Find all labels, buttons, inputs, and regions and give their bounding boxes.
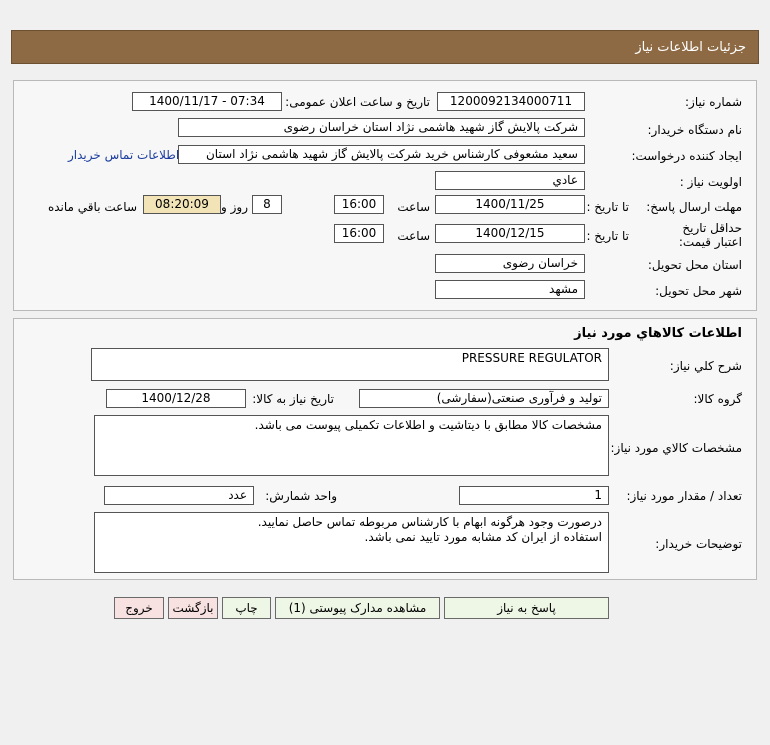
goods-section-title: اطلاعات کالاهاي مورد نياز [574, 326, 742, 341]
buyer-contact-link[interactable]: اطلاعات تماس خریدار [68, 148, 180, 162]
goods-group-label: گروه کالا: [693, 392, 742, 406]
goods-specs-label: مشخصات کالاي مورد نياز: [610, 441, 742, 455]
general-desc-label: شرح کلي نياز: [669, 359, 742, 373]
validity-label: حداقل تاریخ اعتبار قیمت: [678, 221, 742, 249]
exit-button[interactable]: خروج [114, 597, 164, 619]
buyer-notes-field [94, 512, 609, 573]
back-button[interactable]: بازگشت [168, 597, 218, 619]
delivery-city-label: شهر محل تحویل: [655, 284, 742, 298]
unit-field: عدد [104, 486, 254, 505]
need-number-label: شماره نیاز: [685, 95, 742, 109]
buyer-org-field: شرکت پالایش گاز شهید هاشمی نژاد استان خراسان رضوی [178, 118, 585, 137]
goods-specs-field: مشخصات کالا مطابق با دیتاشیت و اطلاعات تکمیلی پیوست می باشد. [94, 415, 609, 476]
need-date-field: 1400/12/28 [106, 389, 246, 408]
unit-label: واحد شمارش: [265, 489, 337, 503]
delivery-city-field: مشهد [435, 280, 585, 299]
reply-button[interactable]: پاسخ به نياز [444, 597, 609, 619]
buyer-notes-line-2: استفاده از ایران کد مشابه مورد تایید نمی باشد. [364, 530, 602, 544]
print-button[interactable]: چاپ [222, 597, 271, 619]
validity-time-field: 16:00 [334, 224, 384, 243]
remaining-time-field: 08:20:09 [143, 195, 221, 214]
requester-label: ایجاد کننده درخواست: [631, 149, 742, 163]
delivery-province-label: استان محل تحویل: [647, 258, 742, 272]
requester-field: سعید مشعوفی کارشناس خرید شرکت پالایش گاز شهید هاشمی نژاد استان [178, 145, 585, 164]
validity-date-field: 1400/12/15 [435, 224, 585, 243]
delivery-province-field: خراسان رضوی [435, 254, 585, 273]
remaining-time-label: ساعت باقي مانده [47, 200, 137, 214]
announce-date-field: 1400/11/17 - 07:34 [132, 92, 282, 111]
need-date-label: تاريخ نياز به کالا: [252, 392, 334, 406]
need-details-panel [13, 80, 757, 311]
deadline-label: مهلت ارسال پاسخ: [646, 200, 742, 214]
validity-until-label: تا تاریخ : [586, 229, 629, 243]
quantity-field: 1 [459, 486, 609, 505]
buyer-org-label: نام دستگاه خریدار: [647, 123, 742, 137]
page-header [11, 30, 759, 64]
buyer-notes-line-1: درصورت وجود هرگونه ابهام با کارشناس مربوطه تماس حاصل نمایید. [257, 515, 602, 529]
announce-date-label: تاریخ و ساعت اعلان عمومی: [285, 95, 430, 109]
quantity-label: تعداد / مقدار مورد نياز: [626, 489, 742, 503]
deadline-time-field: 16:00 [334, 195, 384, 214]
priority-label: اولویت نیاز : [679, 175, 742, 189]
priority-field: عادي [435, 171, 585, 190]
deadline-until-label: تا تاریخ : [586, 200, 629, 214]
general-desc-field: PRESSURE REGULATOR [91, 348, 609, 381]
view-attachments-button[interactable]: مشاهده مدارک پیوستی (1) [275, 597, 440, 619]
need-number-field: 1200092134000711 [437, 92, 585, 111]
deadline-time-label: ساعت [397, 200, 430, 214]
days-remaining-field: 8 [252, 195, 282, 214]
page-title: جزئیات اطلاعات نیاز [635, 40, 746, 55]
days-label: روز و [221, 200, 248, 214]
validity-time-label: ساعت [397, 229, 430, 243]
deadline-date-field: 1400/11/25 [435, 195, 585, 214]
buyer-notes-label: توضیحات خریدار: [655, 537, 742, 551]
goods-group-field: تولید و فرآوری صنعتی(سفارشی) [359, 389, 609, 408]
